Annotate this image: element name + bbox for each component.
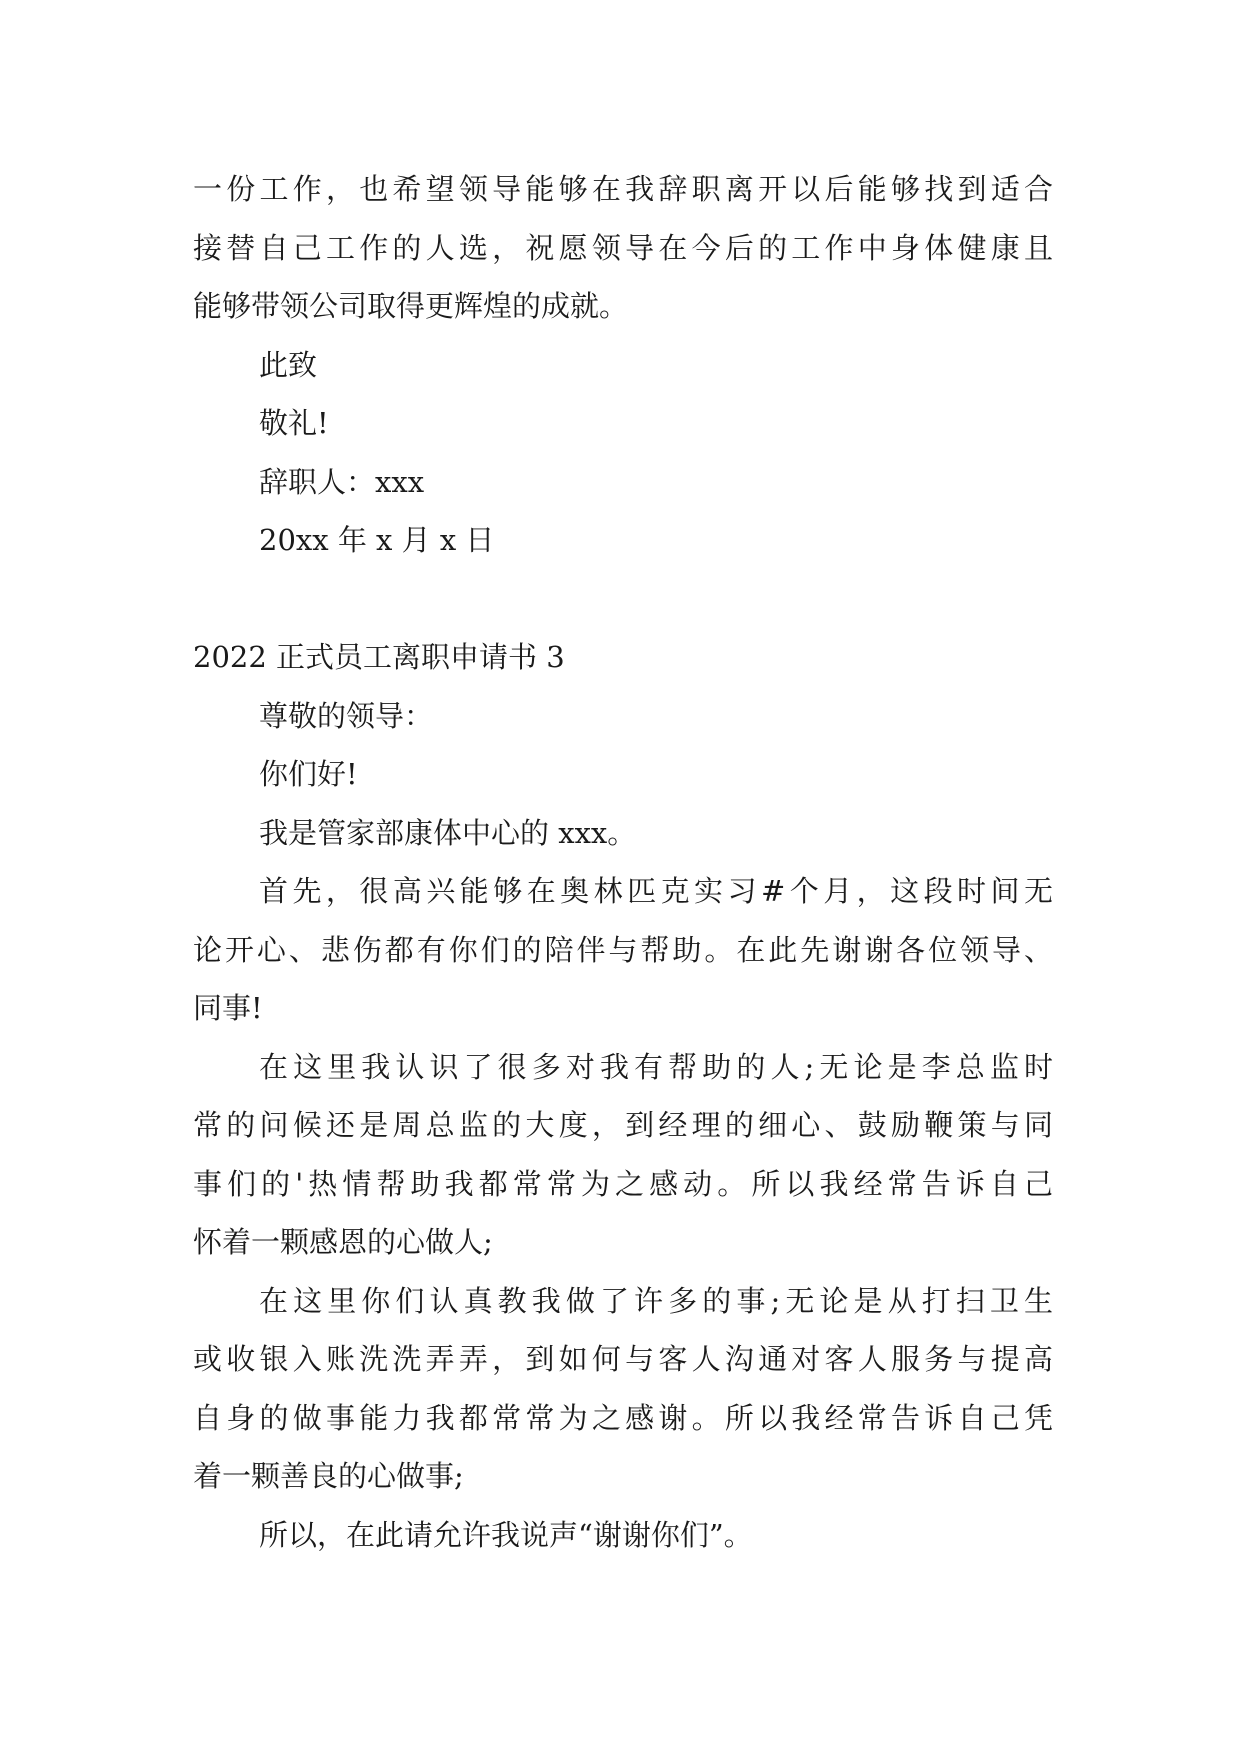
salutation: 尊敬的领导：: [259, 698, 434, 733]
paragraph-line: 或收银入账洗洗弄弄，到如何与客人沟通对客人服务与提高: [193, 1342, 1053, 1376]
paragraph-line: 同事!: [193, 991, 263, 1025]
paragraph-line: 所以，在此请允许我说声“谢谢你们”。: [259, 1517, 753, 1552]
paragraph-line: 在这里你们认真教我做了许多的事;无论是从打扫卫生: [259, 1283, 1053, 1318]
paragraph-line: 事们的'热情帮助我都常常为之感动。所以我经常告诉自己: [193, 1166, 1053, 1201]
closing-regards: 敬礼!: [259, 406, 329, 440]
paragraph-line: 首先，很高兴能够在奥林匹克实习#个月，这段时间无: [259, 874, 1053, 908]
paragraph-line: 着一颗善良的心做事;: [193, 1459, 464, 1493]
paragraph-line: 自身的做事能力我都常常为之感谢。所以我经常告诉自己凭: [193, 1400, 1053, 1435]
section-spacer: [193, 570, 1053, 629]
paragraph-line: 常的问候还是周总监的大度，到经理的细心、鼓励鞭策与同: [193, 1108, 1053, 1142]
signer-name: 辞职人：xxx: [259, 464, 425, 499]
paragraph-line: 一份工作，也希望领导能够在我辞职离开以后能够找到适合: [193, 172, 1053, 206]
closing-line: 此致: [259, 347, 318, 382]
paragraph-line: 怀着一颗感恩的心做人;: [193, 1225, 493, 1259]
letter-date: 20xx 年 x 月 x 日: [259, 523, 495, 557]
paragraph-line: 论开心、悲伤都有你们的陪伴与帮助。在此先谢谢各位领导、: [193, 932, 1053, 967]
paragraph-line: 接替自己工作的人选，祝愿领导在今后的工作中身体健康且: [193, 230, 1053, 265]
section-title: 2022 正式员工离职申请书 3: [193, 640, 565, 674]
paragraph-line: 在这里我认识了很多对我有帮助的人;无论是李总监时: [259, 1049, 1053, 1084]
paragraph-line: 能够带领公司取得更辉煌的成就。: [193, 289, 629, 323]
intro-line: 我是管家部康体中心的 xxx。: [259, 815, 637, 850]
greeting: 你们好!: [259, 757, 358, 791]
document-body: [193, 160, 1053, 1564]
